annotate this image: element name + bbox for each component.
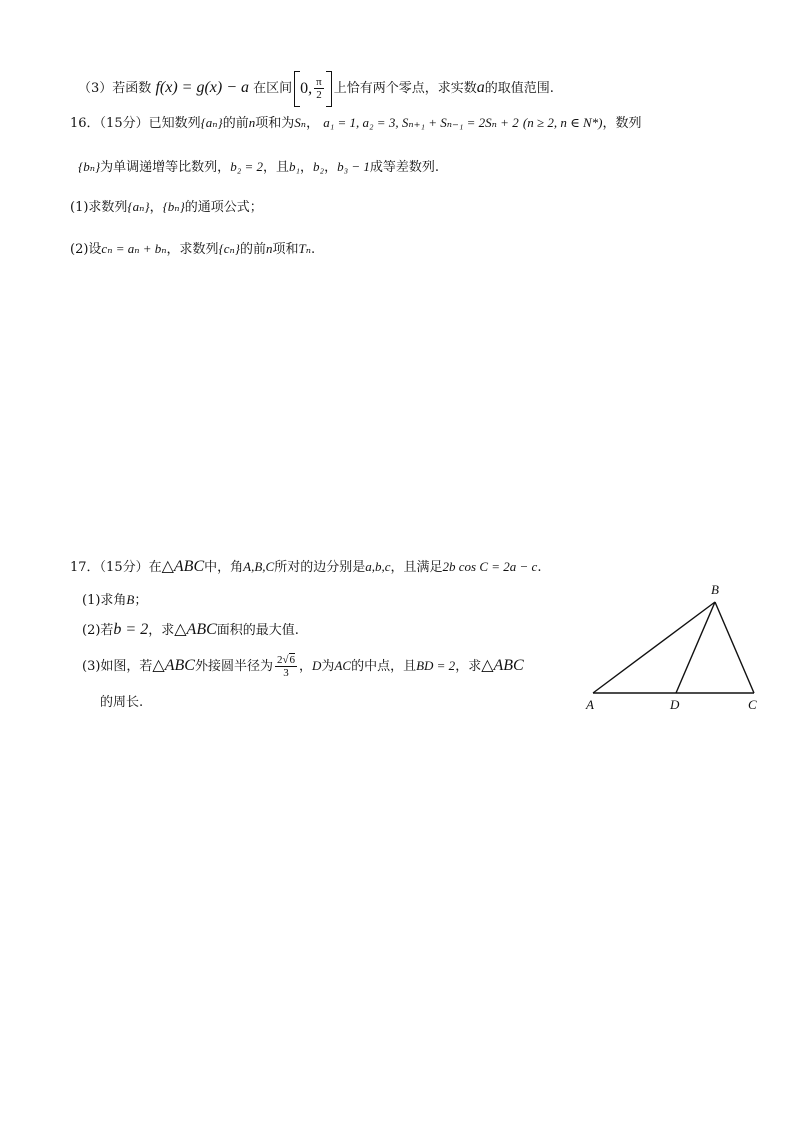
q17-part3 xyxy=(82,650,524,683)
triangle: △ABC xyxy=(161,558,205,575)
variable: b₂ xyxy=(313,159,325,174)
condition: cₙ = aₙ + bₙ xyxy=(101,241,167,256)
q17-part2 xyxy=(82,621,299,640)
text: ，且 xyxy=(262,160,289,175)
text: ， xyxy=(149,200,163,215)
part-label: (2)设 xyxy=(70,242,102,257)
text: 的通项公式； xyxy=(184,200,263,215)
variable: n xyxy=(266,241,273,256)
text: . xyxy=(537,560,542,575)
radicand: 6 xyxy=(289,654,296,666)
interval-left: 0, xyxy=(300,79,313,97)
part-label: (3)如图，若 xyxy=(82,659,153,674)
median-bd xyxy=(676,602,715,693)
condition: (n ≥ 2, n ∈ N*) xyxy=(522,115,603,130)
variable: D xyxy=(312,658,322,673)
text: ， xyxy=(300,160,314,175)
question-number: 17．（15分）在 xyxy=(70,560,162,575)
text: ，且满足 xyxy=(390,560,443,575)
condition: b₂ = 2 xyxy=(230,159,263,174)
text: ，数列 xyxy=(602,116,642,131)
triangle: △ABC xyxy=(152,657,195,674)
text: 的前 xyxy=(240,242,267,257)
question-number: 16．（15分）已知数列 xyxy=(70,116,201,131)
variable: Tₙ xyxy=(298,241,312,256)
function-expression: f(x) = g(x) − a xyxy=(155,79,249,96)
vertex-label-a: A xyxy=(586,697,594,712)
variable: a xyxy=(476,79,485,96)
part-label: (1)求数列 xyxy=(70,200,128,215)
radius-fraction xyxy=(275,654,297,679)
sequence: {bₙ} xyxy=(162,199,185,214)
sequence: {bₙ} xyxy=(78,159,101,174)
q17-part1 xyxy=(82,591,147,610)
sequence: {aₙ} xyxy=(127,199,150,214)
variable: b₃ − 1 xyxy=(337,159,370,174)
text: ，求 xyxy=(148,623,175,638)
q17-part3-cont xyxy=(100,694,143,712)
text: ， xyxy=(324,160,338,175)
text: ，求数列 xyxy=(166,242,219,257)
numerator: 2√6 xyxy=(276,654,296,666)
text: 中，角 xyxy=(204,560,244,575)
numerator: π xyxy=(316,76,322,88)
text: ， xyxy=(306,116,320,131)
text: 在区间 xyxy=(253,81,293,96)
text: 的周长. xyxy=(100,695,144,710)
sequence: {aₙ} xyxy=(200,115,223,130)
q16-part2 xyxy=(70,240,315,259)
vertex-label-b: B xyxy=(711,582,719,597)
text: 若函数 xyxy=(112,81,152,96)
condition: a₁ = 1, a₂ = 3, Sₙ₊₁ + Sₙ₋₁ = 2Sₙ + 2 xyxy=(323,115,519,130)
variable: n xyxy=(248,115,256,130)
q16-line2 xyxy=(78,158,439,177)
condition: b = 2 xyxy=(113,621,149,638)
text: 上恰有两个零点，求实数 xyxy=(333,81,477,96)
text: ； xyxy=(134,593,148,608)
coefficient: 2 xyxy=(276,654,283,666)
variable: b₁ xyxy=(289,159,301,174)
text: 成等差数列. xyxy=(369,160,440,175)
variables: a,b,c xyxy=(365,559,391,574)
condition: BD = 2 xyxy=(416,658,456,673)
variable: B xyxy=(126,592,135,607)
point-label-d: D xyxy=(670,697,680,712)
text: 的前 xyxy=(222,116,249,131)
denominator: 2 xyxy=(316,89,322,101)
part-label: (1)求角 xyxy=(82,593,127,608)
text: . xyxy=(311,242,316,257)
side-ab xyxy=(593,602,715,693)
part-label: (2)若 xyxy=(82,623,114,638)
text: 的取值范围. xyxy=(484,81,554,96)
q16-part1 xyxy=(70,198,263,217)
text: 为单调递增等比数列， xyxy=(100,160,231,175)
text: 项和为 xyxy=(255,116,295,131)
variable: Sₙ xyxy=(294,115,307,130)
text: ， xyxy=(299,659,313,674)
text: ，求 xyxy=(455,659,482,674)
denominator: 3 xyxy=(283,667,289,679)
text: 面积的最大值. xyxy=(216,623,299,638)
bracket-right xyxy=(326,71,332,107)
vertex-label-c: C xyxy=(748,697,757,712)
side-bc xyxy=(715,602,754,693)
variable: AC xyxy=(334,658,352,673)
triangle: △ABC xyxy=(481,657,524,674)
condition: 2b cos C = 2a − c xyxy=(442,559,538,574)
q16-line1 xyxy=(70,114,641,133)
text: 外接圆半径为 xyxy=(194,659,273,674)
q15-part3 xyxy=(78,70,554,107)
part-label: （3） xyxy=(78,81,113,96)
interval xyxy=(294,71,332,107)
q17-line1 xyxy=(70,558,541,577)
text: 所对的边分别是 xyxy=(274,560,366,575)
text: 项和 xyxy=(272,242,299,257)
text: 为 xyxy=(321,659,335,674)
text: 的中点，且 xyxy=(351,659,417,674)
fraction xyxy=(314,76,324,101)
triangle: △ABC xyxy=(174,621,217,638)
sequence: {cₙ} xyxy=(218,241,240,256)
variables: A,B,C xyxy=(243,559,275,574)
